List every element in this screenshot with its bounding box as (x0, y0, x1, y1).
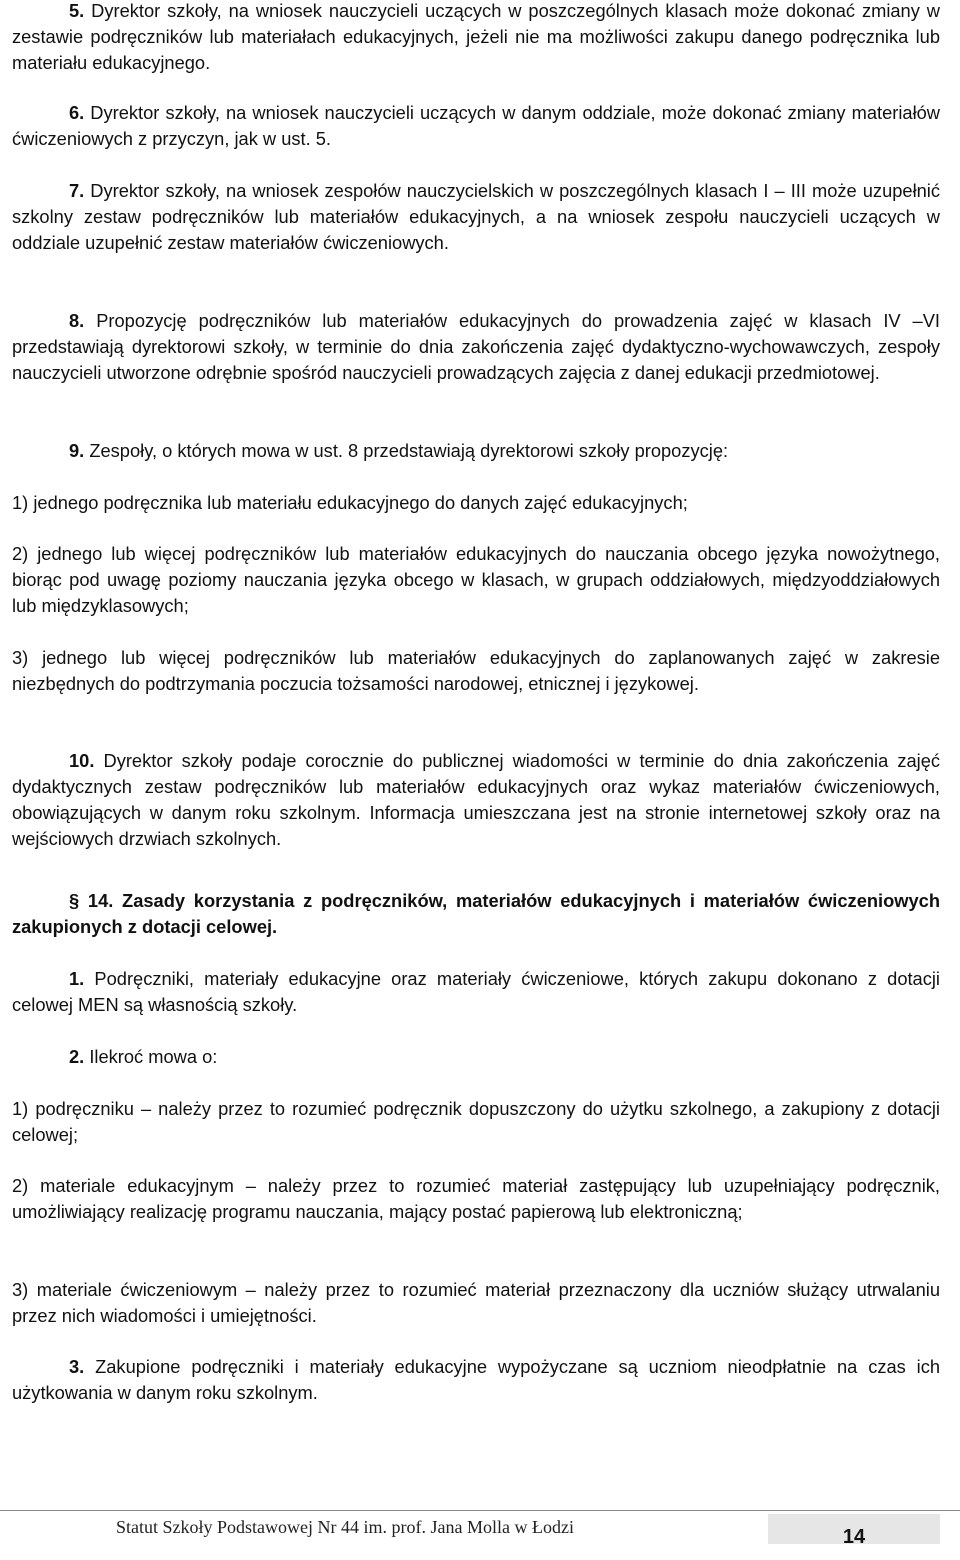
paragraph-number: 1. (69, 968, 85, 989)
paragraph-9 (12, 438, 940, 464)
list-item: 1) jednego podręcznika lub materiału edukacyjnego do danych zajęć edukacyjnych; (12, 492, 688, 513)
list-item: 1) podręczniku – należy przez to rozumieć podręcznik dopuszczony do użytku szkolnego, a zakupiony z dotacji celowej; (12, 1098, 940, 1145)
paragraph-text: Dyrektor szkoły, na wniosek nauczycieli uczących w poszczególnych klasach może dokonać zmiany w zestawie podręczników lub materiałach edukacyjnych, jeżeli nie ma możliwości zakupu danego podręcznika lub materiału edukacyjnego. (12, 0, 940, 73)
paragraph-7 (12, 178, 940, 256)
list-item: 3) materiale ćwiczeniowym – należy przez to rozumieć materiał przeznaczony dla uczniów służący utrwalaniu przez nich wiadomości i umiejętności. (12, 1279, 940, 1326)
paragraph-8 (12, 308, 940, 386)
paragraph-text: Dyrektor szkoły, na wniosek nauczycieli uczących w danym oddziale, może dokonać zmiany materiałów ćwiczeniowych z przyczyn, jak w ust. 5. (12, 102, 940, 149)
paragraph-number: 7. (69, 180, 85, 201)
list-item: 2) materiale edukacyjnym – należy przez to rozumieć materiał zastępujący lub uzupełniający podręcznik, umożliwiający realizację programu nauczania, mający postać papierową lub elektroniczną; (12, 1175, 940, 1222)
footer-title: Statut Szkoły Podstawowej Nr 44 im. prof. Jana Molla w Łodzi (116, 1517, 574, 1537)
paragraph-10 (12, 748, 940, 852)
paragraph-number: 10. (69, 750, 95, 771)
list-item: 3) jednego lub więcej podręczników lub materiałów edukacyjnych do zaplanowanych zajęć w zakresie niezbędnych do podtrzymania poczucia tożsamości narodowej, etnicznej i językowej. (12, 647, 940, 694)
page-number: 14 (768, 1514, 940, 1544)
page-footer (0, 1510, 960, 1551)
paragraph-number: 9. (69, 440, 85, 461)
paragraph-text: Ilekroć mowa o: (84, 1046, 218, 1067)
paragraph-number: 2. (69, 1046, 85, 1067)
paragraph-text: Zespoły, o których mowa w ust. 8 przedstawiają dyrektorowi szkoły propozycję: (84, 440, 729, 461)
paragraph-6 (12, 100, 940, 152)
section-paragraph-1 (12, 966, 940, 1018)
paragraph-number: 3. (69, 1356, 85, 1377)
paragraph-number: 6. (69, 102, 85, 123)
paragraph-5 (12, 0, 940, 76)
section-paragraph-3 (12, 1354, 940, 1406)
paragraph-text: Podręczniki, materiały edukacyjne oraz materiały ćwiczeniowe, których zakupu dokonano z dotacji celowej MEN są własnością szkoły. (12, 968, 940, 1015)
paragraph-text: Zakupione podręczniki i materiały edukacyjne wypożyczane są uczniom nieodpłatnie na czas ich użytkowania w danym roku szkolnym. (12, 1356, 940, 1403)
paragraph-number: 5. (69, 0, 85, 21)
paragraph-text: Dyrektor szkoły podaje corocznie do publicznej wiadomości w terminie do dnia zakończenia zajęć dydaktycznych zestaw podręczników lub materiałów edukacyjnych oraz wykaz materiałów ćwiczeniowych, obowiązujących w danym roku szkolnym. Informacja umieszczana jest na stronie internetowej szkoły oraz na wejściowych drzwiach szkolnych. (12, 750, 940, 849)
section-paragraph-2 (12, 1044, 940, 1070)
paragraph-text: Dyrektor szkoły, na wniosek zespołów nauczycielskich w poszczególnych klasach I – III może uzupełnić szkolny zestaw podręczników lub materiałów edukacyjnych, a na wniosek zespołu nauczycieli uczących w oddziale uzupełnić zestaw materiałów ćwiczeniowych. (12, 180, 940, 253)
paragraph-text: Propozycję podręczników lub materiałów edukacyjnych do prowadzenia zajęć w klasach IV –VI przedstawiają dyrektorowi szkoły, w terminie do dnia zakończenia zajęć dydaktyczno-wychowawczych, zespoły nauczycieli utworzone odrębnie spośród nauczycieli prowadzących zajęcia z danej edukacji przedmiotowej. (12, 310, 940, 383)
section-heading: § 14. Zasady korzystania z podręczników, materiałów edukacyjnych i materiałów ćwiczeniowych zakupionych z dotacji celowej. (12, 890, 940, 937)
paragraph-number: 8. (69, 310, 85, 331)
list-item: 2) jednego lub więcej podręczników lub materiałów edukacyjnych do nauczania obcego języka nowożytnego, biorąc pod uwagę poziomy nauczania języka obcego w klasach, w grupach oddziałowych, międzyoddziałowych lub międzyklasowych; (12, 543, 940, 616)
